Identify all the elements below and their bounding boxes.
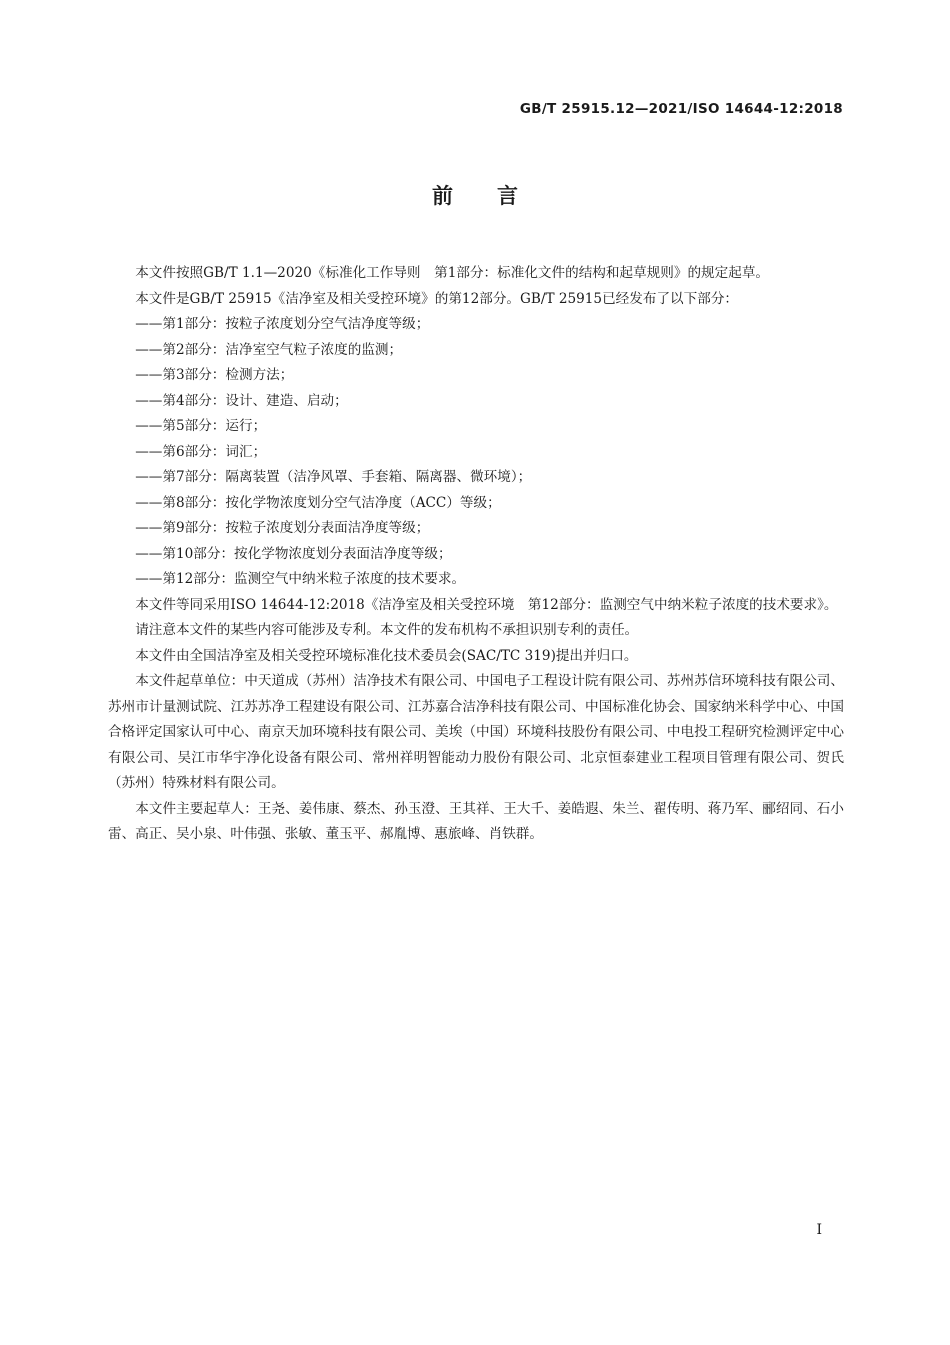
list-item: ——第6部分：词汇； bbox=[135, 443, 267, 460]
paragraph-drafting-rule: 本文件按照GB/T 1.1—2020《标准化工作导则 第1部分：标准化文件的结构和起草规则》的规定起草。 bbox=[135, 265, 770, 281]
list-item: ——第8部分：按化学物浓度划分空气洁净度（ACC）等级； bbox=[135, 494, 501, 511]
paragraph-proposer: 本文件由全国洁净室及相关受控环境标准化技术委员会(SAC/TC 319)提出并归口。 bbox=[135, 647, 638, 664]
paragraph-series-intro: 本文件是GB/T 25915《洁净室及相关受控环境》的第12部分。GB/T 25915已经发布了以下部分： bbox=[135, 290, 739, 307]
list-item: ——第3部分：检测方法； bbox=[135, 367, 294, 383]
paragraph-patent-notice: 请注意本文件的某些内容可能涉及专利。本文件的发布机构不承担识别专利的责任。 bbox=[135, 622, 639, 638]
list-item: ——第10部分：按化学物浓度划分表面洁净度等级； bbox=[135, 545, 452, 562]
list-item: ——第12部分：监测空气中纳米粒子浓度的技术要求。 bbox=[135, 571, 466, 587]
standard-number-header: GB/T 25915.12—2021/ISO 14644-12:2018 bbox=[519, 101, 843, 117]
list-item: ——第9部分：按粒子浓度划分表面洁净度等级； bbox=[135, 520, 430, 536]
paragraph-drafters: 本文件主要起草人：王尧、姜伟康、蔡杰、孙玉澄、王其祥、王大千、姜皓遐、朱兰、翟传明、蒋乃军、郦绍同、石小雷、高正、吴小泉、叶伟强、张敏、董玉平、郝胤博、惠旅峰、肖铁群。 bbox=[108, 800, 844, 842]
parts-list bbox=[108, 312, 844, 593]
list-item: ——第2部分：洁净室空气粒子浓度的监测； bbox=[135, 341, 403, 358]
paragraph-drafting-units: 本文件起草单位：中天道成（苏州）洁净技术有限公司、中国电子工程设计院有限公司、苏州苏信环境科技有限公司、苏州市计量测试院、江苏苏净工程建设有限公司、江苏嘉合洁净科技有限公司、中国标准化协会、国家纳米科学中心、中国合格评定国家认可中心、南京天加环境科技有限公司、美埃（中国）环境科技股份有限公司、中电投工程研究检测评定中心有限公司、吴江市华宇净化设备有限公司、常州祥明智能动力股份有限公司、北京恒泰建业工程项目管理有限公司、贺氏（苏州）特殊材料有限公司。 bbox=[108, 673, 844, 791]
list-item: ——第1部分：按粒子浓度划分空气洁净度等级； bbox=[135, 316, 430, 332]
list-item: ——第7部分：隔离装置（洁净风罩、手套箱、隔离器、微环境）； bbox=[135, 469, 532, 485]
page-number: I bbox=[816, 1222, 822, 1238]
body-text bbox=[108, 261, 844, 848]
list-item: ——第4部分：设计、建造、启动； bbox=[135, 392, 348, 409]
page-title: 前言 bbox=[432, 184, 562, 208]
paragraph-iso-adoption: 本文件等同采用ISO 14644-12:2018《洁净室及相关受控环境 第12部分：监测空气中纳米粒子浓度的技术要求》。 bbox=[135, 596, 838, 613]
list-item: ——第5部分：运行； bbox=[135, 418, 267, 434]
